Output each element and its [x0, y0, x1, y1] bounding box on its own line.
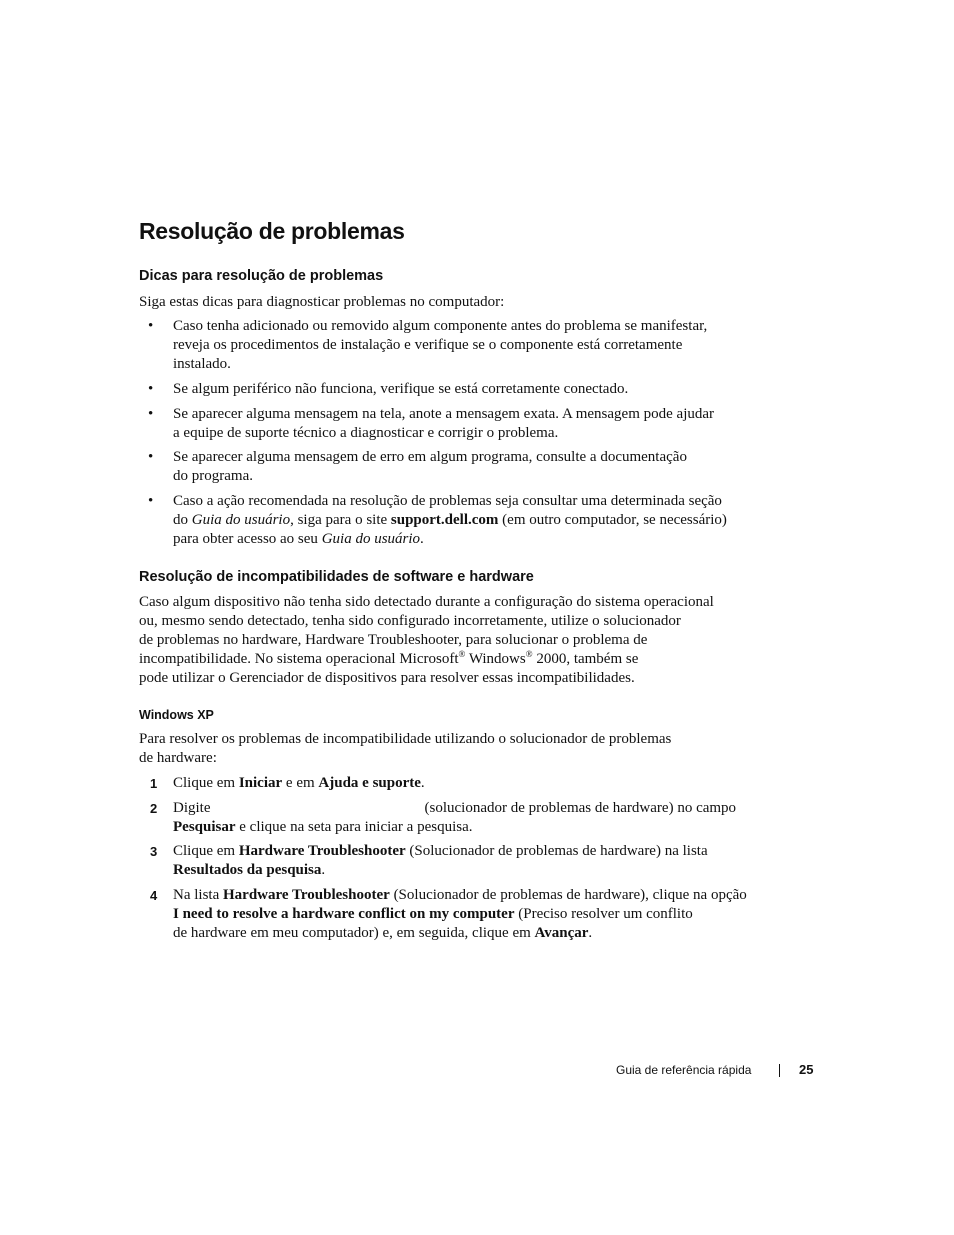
text-run: (em outro computador, se necessário) [498, 512, 727, 528]
ui-term-next: Avançar [534, 925, 589, 941]
text-run: e clique na seta para iniciar a pesquisa. [235, 819, 473, 835]
ui-term-hardware-conflict-option: I need to resolve a hardware conflict on my computer [173, 906, 515, 922]
tips-item-2-line1: Se algum periférico não funciona, verifique se está corretamente conectado. [173, 381, 629, 397]
text-run: incompatibilidade. No sistema operacional Microsoft [139, 651, 459, 667]
text-run: Na lista [173, 887, 223, 903]
ui-term-help-support: Ajuda e suporte [318, 775, 421, 791]
step-4 [173, 886, 773, 943]
tips-item-5-line1: Caso a ação recomendada na resolução de problemas seja consultar uma determinada seção [173, 493, 722, 509]
text-run: , siga para o site [290, 512, 391, 528]
step-number: 1 [150, 776, 158, 791]
text-run: Digite [173, 800, 211, 816]
text-line: pode utilizar o Gerenciador de dispositivos para resolver essas incompatibilidades. [139, 670, 635, 686]
tips-item-1-line1: Caso tenha adicionado ou removido algum componente antes do problema se manifestar, [173, 318, 708, 334]
tips-item-3 [173, 405, 763, 443]
ui-term-search-results: Resultados da pesquisa [173, 862, 322, 878]
text-run: de hardware em meu computador) e, em seguida, clique em [173, 925, 535, 941]
guide-reference: Guia do usuário [321, 531, 421, 547]
tips-item-1-line2: reveja os procedimentos de instalação e verifique se o componente está corretamente [173, 337, 683, 353]
text-run: Clique em [173, 843, 239, 859]
text-run: Windows [465, 651, 526, 667]
guide-reference: Guia do usuário [191, 512, 291, 528]
winxp-intro [139, 730, 759, 768]
registered-mark: ® [458, 649, 466, 659]
text-run: . [588, 925, 593, 941]
page-title: Resolução de problemas [139, 218, 405, 244]
text-run: (Solucionador de problemas de hardware) na lista [405, 843, 708, 859]
incompat-paragraph [139, 593, 779, 688]
step-2 [173, 799, 763, 837]
footer-guide-title: Guia de referência rápida [616, 1063, 752, 1077]
text-line: de problemas no hardware, Hardware Troubleshooter, para solucionar o problema de [139, 632, 648, 648]
tips-item-1-line3: instalado. [173, 356, 231, 372]
ui-term-start: Iniciar [238, 775, 283, 791]
ui-term-hardware-troubleshooter: Hardware Troubleshooter [223, 887, 390, 903]
text-line: Caso algum dispositivo não tenha sido detectado durante a configuração do sistema operacional [139, 594, 714, 610]
tips-item-3-line2: a equipe de suporte técnico a diagnosticar e corrigir o problema. [173, 425, 559, 441]
bullet-marker: • [148, 493, 154, 509]
text-run: do [173, 512, 192, 528]
tips-item-4 [173, 448, 763, 486]
registered-mark: ® [525, 649, 533, 659]
bullet-marker: • [148, 318, 154, 334]
page-number: 25 [799, 1062, 814, 1077]
text-run: e em [282, 775, 319, 791]
step-1 [173, 774, 763, 793]
text-run: . [420, 531, 424, 547]
bullet-marker: • [148, 381, 154, 397]
section-heading-tips: Dicas para resolução de problemas [139, 268, 384, 284]
tips-intro: Siga estas dicas para diagnosticar problemas no computador: [139, 294, 505, 310]
text-run: . [420, 775, 425, 791]
ui-term-search: Pesquisar [173, 819, 236, 835]
text-run: para obter acesso ao seu [173, 531, 322, 547]
bullet-marker: • [148, 406, 154, 422]
tips-item-4-line1: Se aparecer alguma mensagem de erro em algum programa, consulte a documentação [173, 449, 687, 465]
text-line: Para resolver os problemas de incompatibilidade utilizando o solucionador de problemas [139, 731, 672, 747]
support-site-link[interactable]: support.dell.com [390, 512, 499, 528]
step-3 [173, 842, 763, 880]
section-heading-incompat: Resolução de incompatibilidades de software e hardware [139, 569, 534, 585]
tips-item-3-line1: Se aparecer alguma mensagem na tela, anote a mensagem exata. A mensagem pode ajudar [173, 406, 715, 422]
text-run: Clique em [173, 775, 239, 791]
bullet-marker: • [148, 449, 154, 465]
tips-item-1 [173, 317, 763, 374]
tips-item-4-line2: do programa. [173, 468, 253, 484]
step-number: 2 [150, 801, 158, 816]
text-run: 2000, também se [532, 651, 639, 667]
tips-item-2 [173, 380, 763, 399]
text-run: (Solucionador de problemas de hardware), clique na opção [389, 887, 747, 903]
text-run: (Preciso resolver um conflito [514, 906, 693, 922]
footer-divider [779, 1064, 780, 1077]
text-run: . [321, 862, 326, 878]
step-number: 4 [150, 888, 158, 903]
ui-term-hardware-troubleshooter: Hardware Troubleshooter [238, 843, 406, 859]
step-number: 3 [150, 844, 158, 859]
tips-item-5 [173, 492, 763, 549]
text-line: de hardware: [139, 750, 217, 766]
subsection-heading-windows-xp: Windows XP [139, 708, 214, 722]
text-run: (solucionador de problemas de hardware) no campo [424, 800, 737, 816]
text-line: ou, mesmo sendo detectado, tenha sido configurado incorretamente, utilize o solucionador [139, 613, 681, 629]
